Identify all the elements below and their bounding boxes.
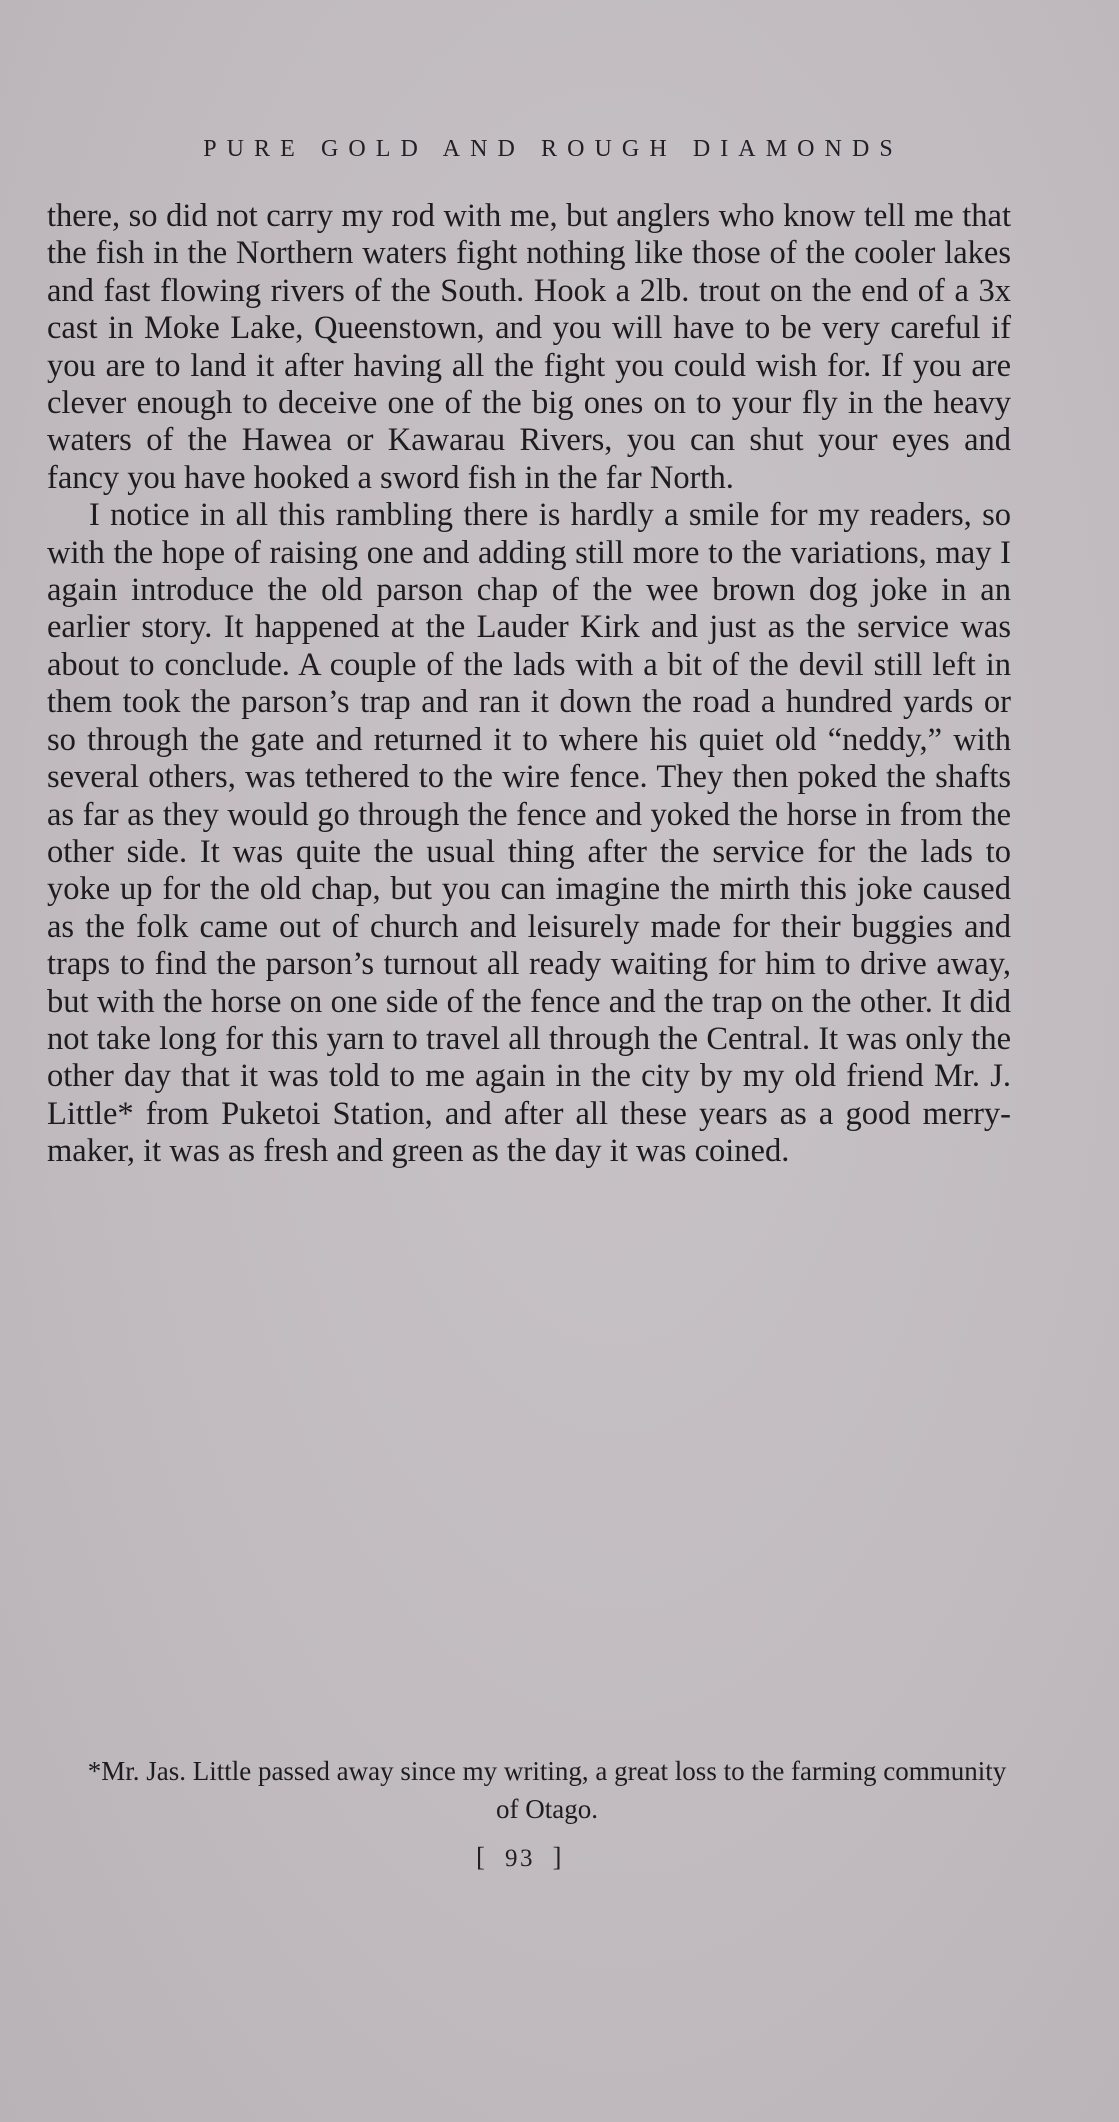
folio-number: 93: [505, 1845, 535, 1872]
page-number: [0, 1842, 1040, 1873]
folio-open-bracket: [: [476, 1842, 488, 1872]
paragraph-continued: there, so did not carry my rod with me, but anglers who know tell me that the fish in the Northern waters fight nothing like those of the cooler lakes and fast flowing rivers of the South. Hook a 2lb. trout on the end of a 3x cast in Moke Lake, Queenstown, and you will have to be very careful if you are to land it after having all the fight you could wish for. If you are clever enough to deceive one of the big ones on to your fly in the heavy waters of the Hawea or Kawarau Rivers, you can shut your eyes and fancy you have hooked a sword fish in the far North.: [47, 198, 1011, 496]
footnote: *Mr. Jas. Little passed away since my writing, a great loss to the farming community of Otago.: [87, 1756, 1007, 1824]
paragraph-parson-joke: I notice in all this rambling there is hardly a smile for my readers, so with the hope of raising one and adding still more to the variations, may I again introduce the old parson chap of the wee brown dog joke in an earlier story. It happened at the Lauder Kirk and just as the service was about to conclude. A couple of the lads with a bit of the devil still left in them took the parson’s trap and ran it down the road a hundred yards or so through the gate and returned it to where his quiet old “neddy,” with several others, was tethered to the wire fence. They then poked the shafts as far as they would go through the fence and yoked the horse in from the other side. It was quite the usual thing after the service for the lads to yoke up for the old chap, but you can imagine the mirth this joke caused as the folk came out of church and leisurely made for their buggies and traps to find the parson’s turnout all ready waiting for him to drive away, but with the horse on one side of the fence and the trap on the other. It did not take long for this yarn to travel all through the Central. It was only the other day that it was told to me again in the city by my old friend Mr. J. Little* from Puketoi Station, and after all these years as a good merry-maker, it was as fresh and green as the day it was coined.: [47, 497, 1011, 1170]
folio-close-bracket: ]: [552, 1842, 564, 1872]
running-head: PURE GOLD AND ROUGH DIAMONDS: [203, 136, 903, 162]
body-text: [47, 198, 1011, 1171]
